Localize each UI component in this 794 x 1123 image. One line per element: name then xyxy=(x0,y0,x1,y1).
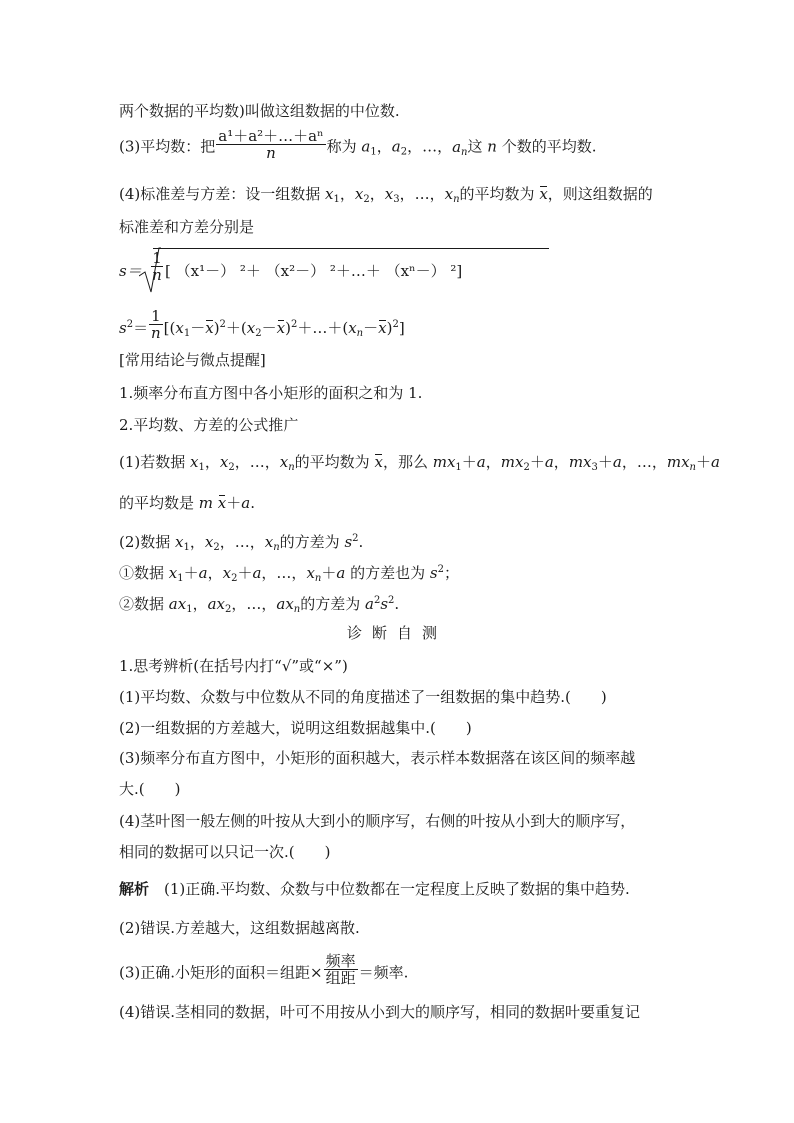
mean-text-d: 个数的平均数. xyxy=(496,137,597,156)
answer-3 xyxy=(119,952,409,987)
mean-fraction-denominator: n xyxy=(266,144,276,162)
variance-formula: $s^2=$ $\frac{1}{n}$ $[(x_1-x)^2+(x_2-x)^2+\dots+(x_n-x)^2]$ xyxy=(119,306,405,342)
mean-fraction xyxy=(216,128,325,161)
tip2-2b-b: 的方差为 xyxy=(300,595,366,613)
answer-1 xyxy=(119,878,630,900)
tip2-1-b: 的平均数为 xyxy=(294,453,370,471)
sqrt-bar xyxy=(153,248,549,249)
answer-3-denominator: 组距 xyxy=(325,969,356,987)
text-line-tips-heading: [常用结论与微点提醒] xyxy=(119,351,266,369)
question-1-1: (1)平均数、众数与中位数从不同的角度描述了一组数据的集中趋势.( ) xyxy=(119,688,607,706)
tip2-1-c: ，那么 xyxy=(382,453,433,471)
text-line-tip1: 1.频率分布直方图中各小矩形的面积之和为 1. xyxy=(119,384,423,402)
sd-intro-c: ，则这组数据的 xyxy=(547,185,653,203)
mean-text-b: 称为 xyxy=(326,137,362,156)
mean-label: (3)平均数：把 xyxy=(119,137,216,156)
text-line-tip2-2: (2)数据 $x_1$，$x_2$，…，$x_n$的方差为 $s^2$. xyxy=(119,533,364,553)
sd-body: [ （x¹－） ²＋ （x²－） ²＋…＋ （xⁿ－） ²] xyxy=(165,262,463,280)
sd-intro-a: (4)标准差与方差：设一组数据 xyxy=(119,185,326,203)
question-1-4b: 相同的数据可以只记一次.( ) xyxy=(119,843,331,861)
answer-label: 解析 xyxy=(119,880,150,898)
question-1-3b: 大.( ) xyxy=(119,780,181,798)
answer-3-numerator: 频率 xyxy=(325,952,356,970)
sd-intro-b: 的平均数为 xyxy=(459,185,535,203)
tip2-2-a: (2)数据 xyxy=(119,533,176,551)
sd-lhs: s＝ xyxy=(119,262,142,280)
text-line-mean: (3)平均数：把 $\frac{\text{a¹＋a²＋…＋aⁿ}}{n}$ 称为 $a_1$，$a_2$，…，$a_n$这 n 个数的平均数. xyxy=(119,127,597,162)
tip2-2b-a: ②数据 xyxy=(119,595,169,613)
tip2-1-a: (1)若数据 xyxy=(119,453,191,471)
tip2-2-b: 的方差为 xyxy=(279,533,345,551)
text-line-tip2-2a: ①数据 $x_1+a$，$x_2+a$，…，$x_n+a$ 的方差也为 $s^2$； xyxy=(119,564,459,584)
text-line-tip2-2b: ②数据 $ax_1$，$ax_2$，…，$ax_n$的方差为 $a^2s^2$. xyxy=(119,595,400,615)
answer-2: (2)错误.方差越大，这组数据越离散. xyxy=(119,919,360,937)
question-1: 1.思考辨析(在括号内打“√”或“×”) xyxy=(119,657,348,675)
tip2-2a-a: ①数据 xyxy=(119,564,169,582)
tip2-1b-a: 的平均数是 xyxy=(119,494,199,512)
answer-1-text: (1)正确.平均数、众数与中位数都在一定程度上反映了数据的集中趋势. xyxy=(164,880,630,898)
text-line-sd-intro: (4)标准差与方差：设一组数据 $x_1$，$x_2$，$x_3$，…，$x_n$的平均数为 x，则这组数据的 xyxy=(119,185,653,205)
text-line-median: 两个数据的平均数)叫做这组数据的中位数. xyxy=(119,102,400,120)
sd-frac: 1 n xyxy=(152,249,162,284)
answer-3-b: ＝频率. xyxy=(358,963,409,982)
mean-text-c: 这 xyxy=(467,137,488,156)
text-line-tip2-1b: 的平均数是 m x＋a. xyxy=(119,494,256,512)
text-line-tip2-1: (1)若数据 $x_1$，$x_2$，…，$x_n$的平均数为 x，那么 $mx_1+a$，$mx_2+a$，$mx_3+a$，…，$mx_n+a$ xyxy=(119,453,720,473)
answer-4: (4)错误.茎相同的数据，叶可不用按从小到大的顺序写，相同的数据叶要重复记 xyxy=(119,1003,641,1021)
answer-3-fraction xyxy=(324,953,358,986)
question-1-4a: (4)茎叶图一般左侧的叶按从大到小的顺序写，右侧的叶按从小到大的顺序写， xyxy=(119,812,636,830)
question-1-3a: (3)频率分布直方图中，小矩形的面积越大，表示样本数据落在该区间的频率越 xyxy=(119,749,636,767)
question-1-2: (2)一组数据的方差越大，说明这组数据越集中.( ) xyxy=(119,719,472,737)
mean-fraction-numerator: a¹＋a²＋…＋aⁿ xyxy=(218,127,324,145)
tip2-2a-b: 的方差也为 xyxy=(350,564,430,582)
text-line-sd-heading: 标准差和方差分别是 xyxy=(119,218,255,236)
section-heading: 诊断自测 xyxy=(346,624,447,642)
text-line-tip2: 2.平均数、方差的公式推广 xyxy=(119,416,299,434)
answer-3-a: (3)正确.小矩形的面积＝组距× xyxy=(119,963,323,982)
